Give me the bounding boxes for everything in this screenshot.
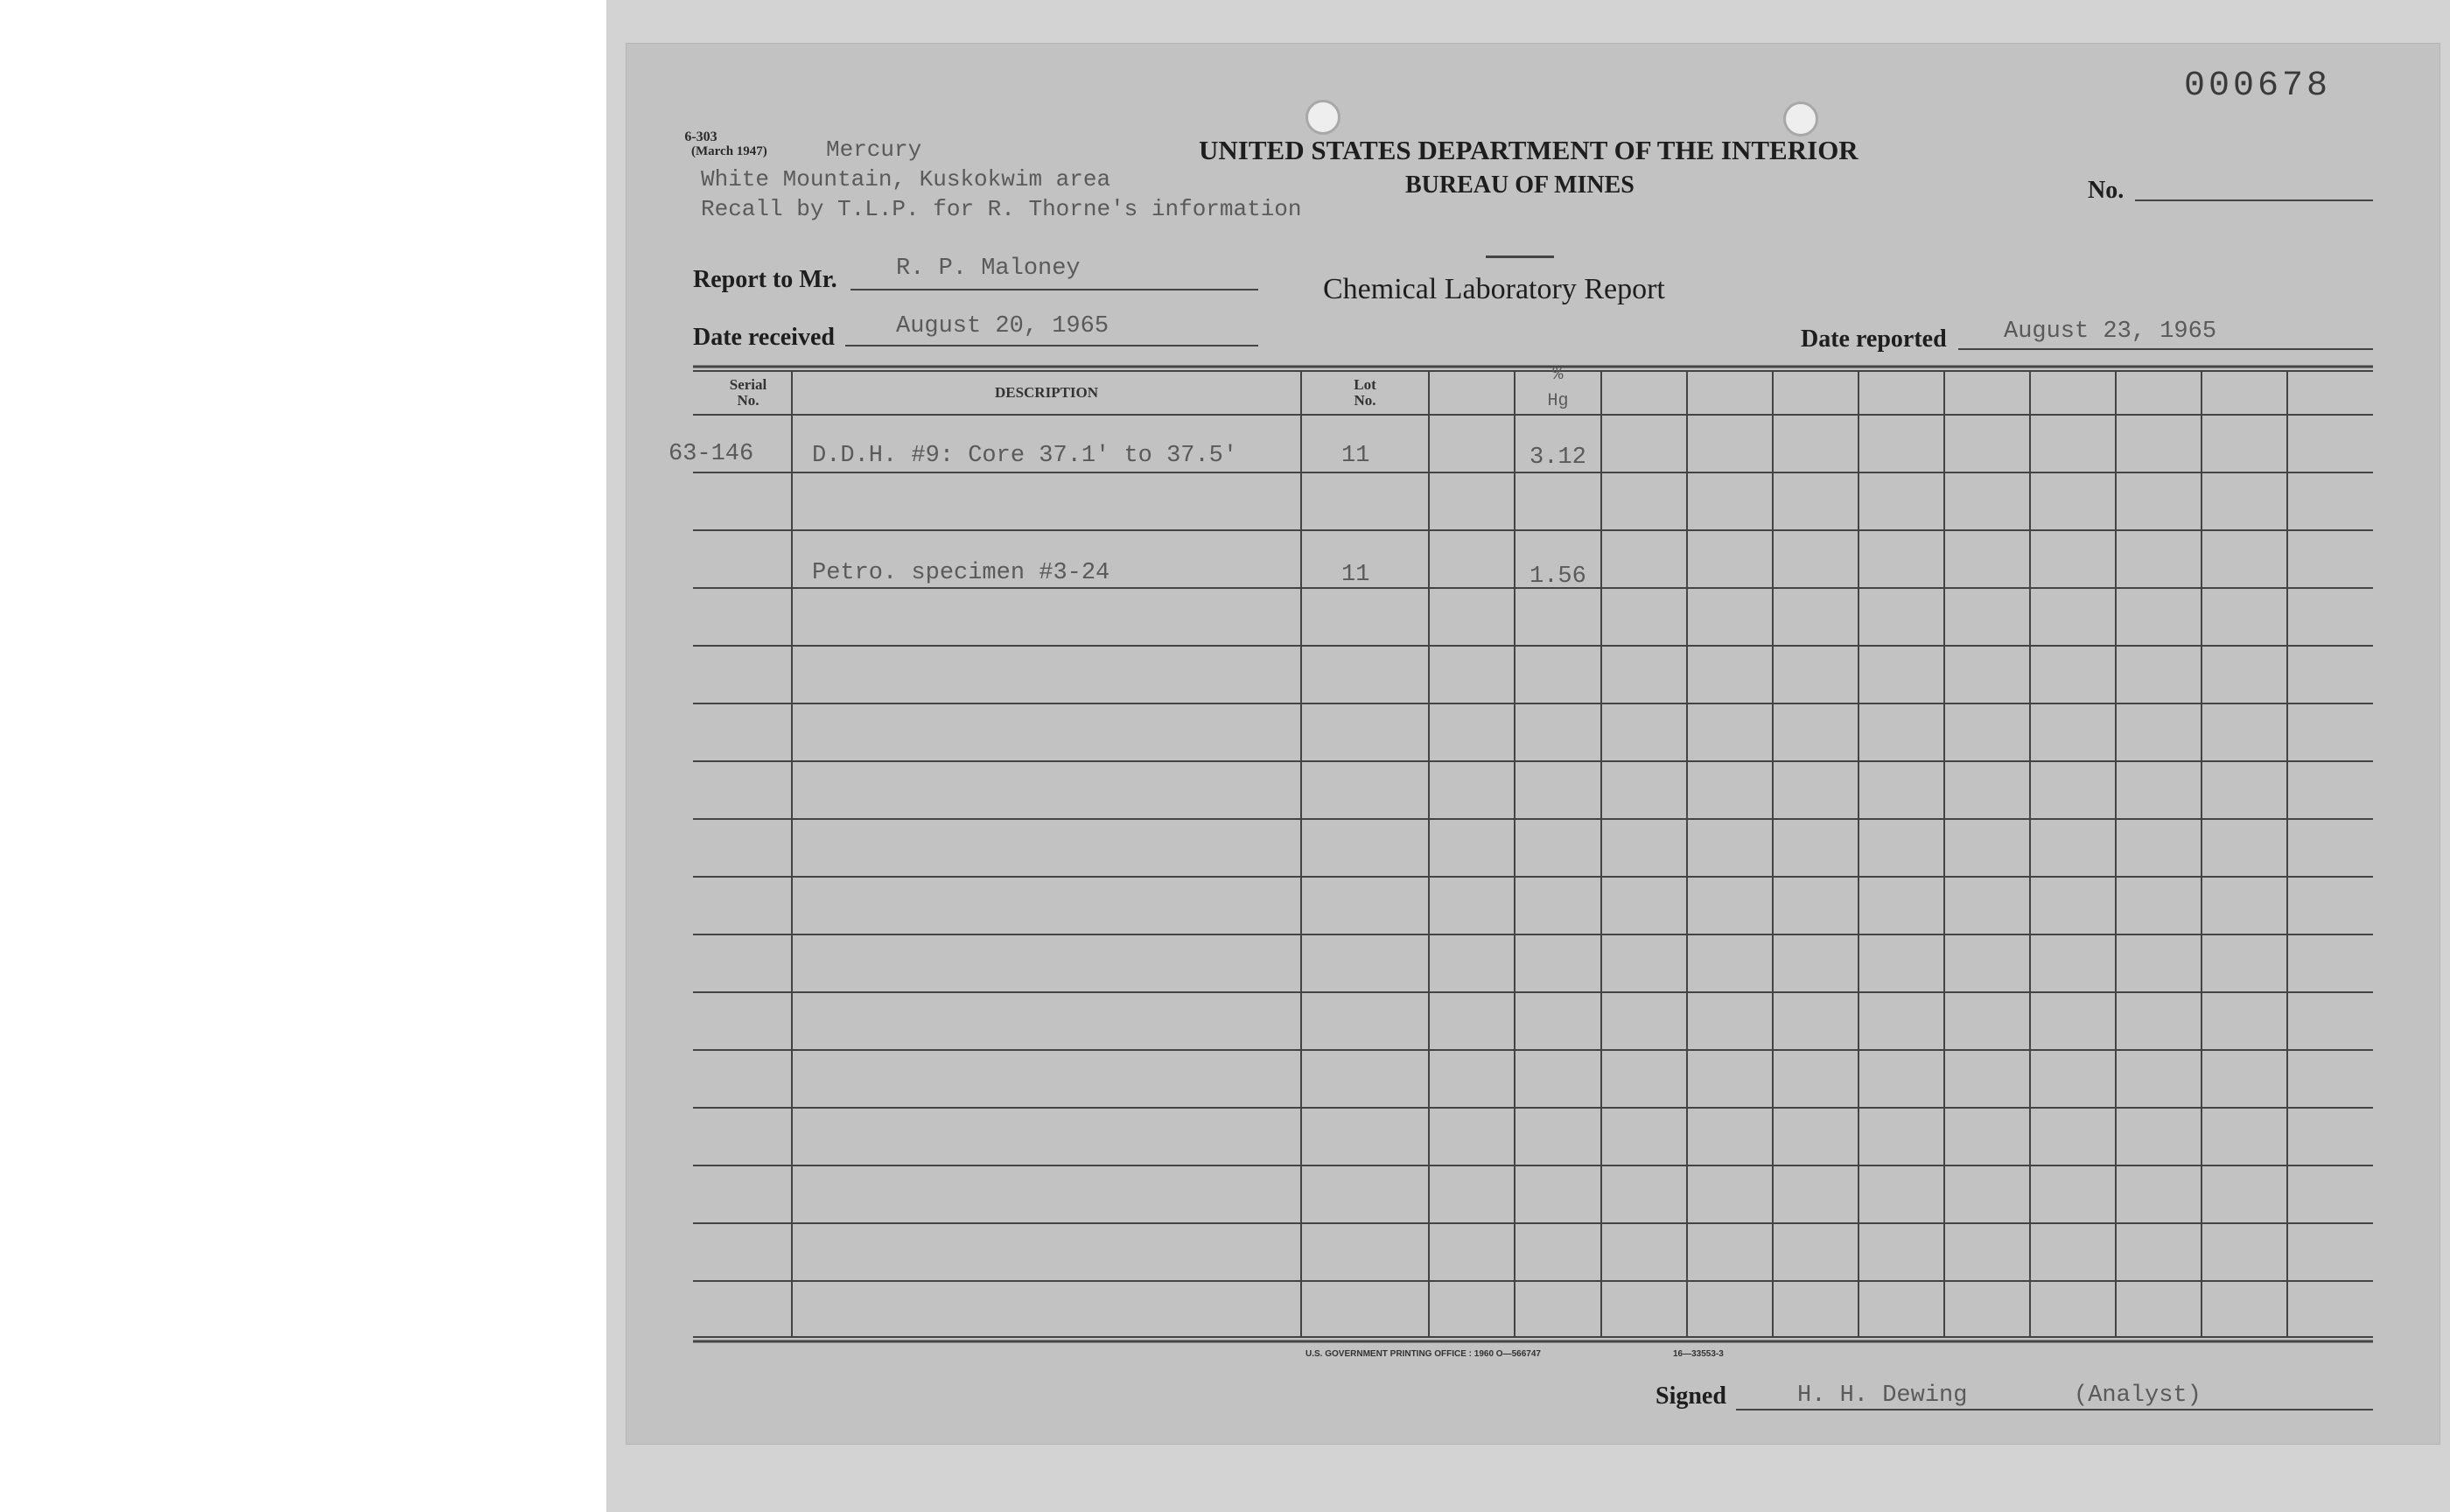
department-heading: UNITED STATES DEPARTMENT OF THE INTERIOR <box>1199 135 1858 165</box>
col-header-serial-line1: Serial <box>729 376 767 393</box>
report-title: Chemical Laboratory Report <box>1323 273 1665 305</box>
row2-description: Petro. specimen #3-24 <box>812 560 1110 586</box>
row2-lot: 11 <box>1341 562 1370 588</box>
row2-hg: 1.56 <box>1530 564 1586 590</box>
date-reported-label: Date reported <box>1801 326 1947 353</box>
note-location: White Mountain, Kuskokwim area <box>701 166 1111 192</box>
col-header-lot-line1: Lot <box>1354 376 1376 393</box>
table-grid <box>626 44 2440 1444</box>
note-recall: Recall by T.L.P. for R. Thorne's information <box>701 196 1302 222</box>
printing-office-line: U.S. GOVERNMENT PRINTING OFFICE : 1960 O—566747 <box>1306 1349 1541 1359</box>
row1-lot: 11 <box>1341 443 1370 469</box>
lab-report-form <box>626 44 2440 1444</box>
document-number: 000678 <box>2184 66 2332 106</box>
col-header-hg <box>1515 362 1601 415</box>
form-code: 6-303 <box>684 130 718 144</box>
col-header-serial-line2: No. <box>737 392 760 409</box>
date-received-value: August 20, 1965 <box>896 313 1110 340</box>
row1-hg: 3.12 <box>1530 444 1586 471</box>
row1-description: D.D.H. #9: Core 37.1' to 37.5' <box>812 443 1238 469</box>
form-date: (March 1947) <box>691 144 767 158</box>
col-header-serial <box>704 377 792 409</box>
col-header-hg-line1: % <box>1552 365 1564 385</box>
bureau-heading: BUREAU OF MINES <box>1405 172 1634 199</box>
col-header-hg-line2: Hg <box>1547 391 1569 411</box>
date-reported-value: August 23, 1965 <box>2004 318 2217 345</box>
row1-serial: 63-146 <box>668 441 754 467</box>
signed-label: Signed <box>1656 1382 1726 1410</box>
report-number-label: No. <box>2088 177 2124 204</box>
date-received-label: Date received <box>693 324 835 351</box>
col-header-description: DESCRIPTION <box>994 384 1099 401</box>
analyst-label: (Analyst) <box>2074 1382 2202 1409</box>
signed-value: H. H. Dewing <box>1797 1382 1968 1409</box>
signature-line <box>1736 1409 2373 1410</box>
col-header-lot <box>1301 377 1429 409</box>
col-header-lot-line2: No. <box>1354 392 1376 409</box>
report-to-label: Report to Mr. <box>693 266 837 293</box>
note-commodity: Mercury <box>826 136 922 163</box>
report-to-value: R. P. Maloney <box>896 256 1081 282</box>
form-number: 16—33553-3 <box>1673 1349 1724 1359</box>
